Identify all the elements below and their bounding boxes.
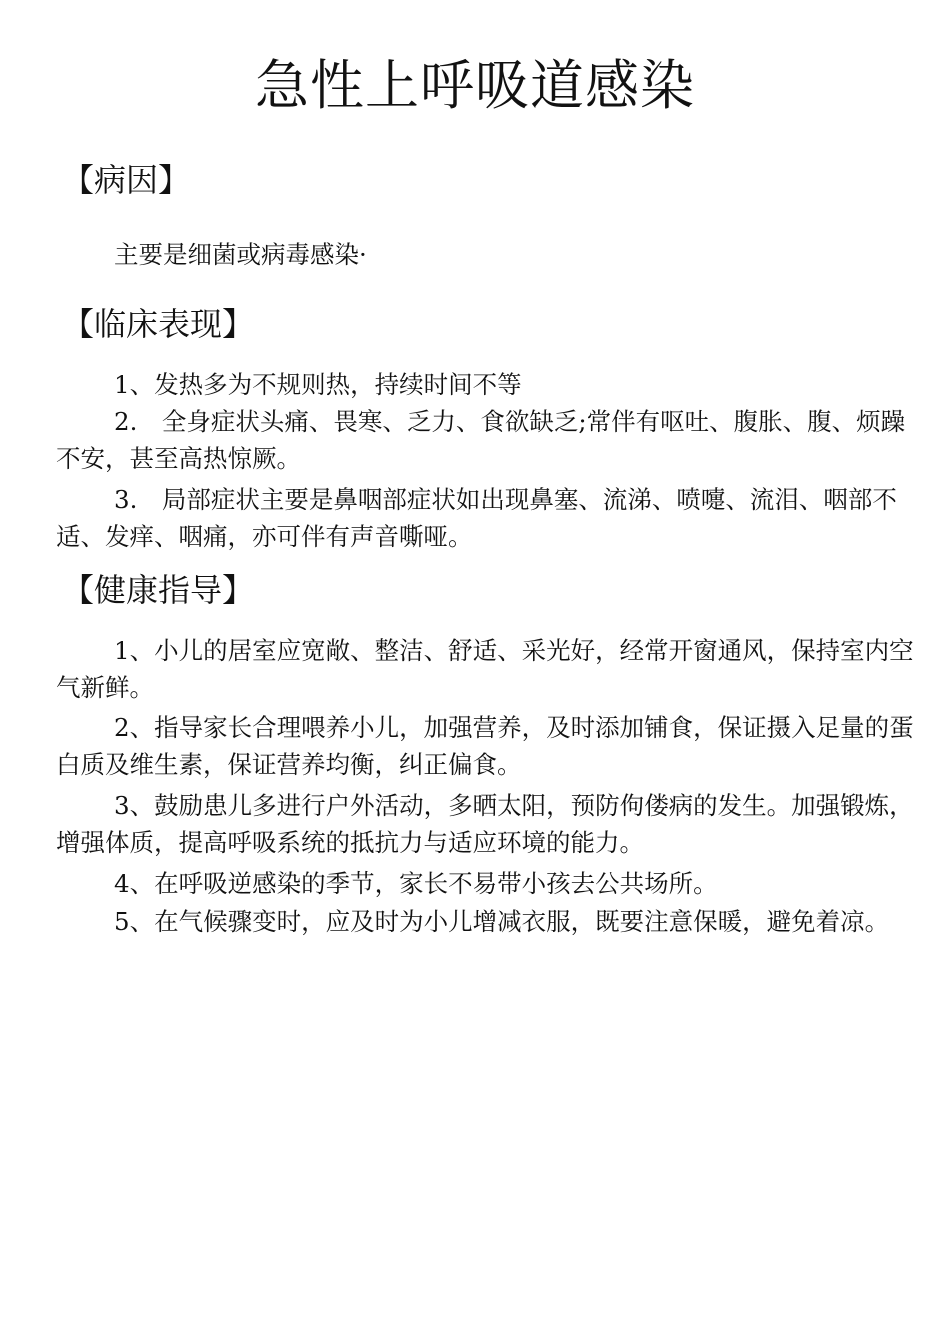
clinical-paragraph-1: 1、发热多为不规则热，持续时间不等 xyxy=(114,370,522,399)
section-heading-clinical: 【临床表现】 xyxy=(62,305,255,343)
clinical-paragraph-2: 2. 全身症状头痛、畏寒、乏力、食欲缺乏;常伴有呕吐、腹胀、腹、烦躁不安，甚至高热惊厥。 xyxy=(56,407,906,473)
guidance-paragraph-3: 3、鼓励患儿多进行户外活动，多晒太阳，预防佝偻病的发生。加强锻炼，增强体质，提高呼吸系统的抵抗力与适应环境的能力。 xyxy=(56,791,914,857)
document-title: 急性上呼吸道感染 xyxy=(255,54,695,117)
guidance-paragraph-1: 1、小儿的居室应宽敞、整洁、舒适、采光好，经常开窗通风，保持室内空气新鲜。 xyxy=(56,636,914,702)
guidance-paragraph-2: 2、指导家长合理喂养小儿，加强营养，及时添加铺食，保证摄入足量的蛋白质及维生素，保证营养均衡，纠正偏食。 xyxy=(56,713,914,779)
section-heading-guidance: 【健康指导】 xyxy=(62,571,255,609)
guidance-paragraph-4: 4、在呼吸逆感染的季节，家长不易带小孩去公共场所。 xyxy=(114,869,718,898)
section-heading-cause: 【病因】 xyxy=(62,161,191,199)
cause-paragraph: 主要是细菌或病毒感染· xyxy=(114,240,367,269)
clinical-paragraph-3: 3. 局部症状主要是鼻咽部症状如出现鼻塞、流涕、喷嚏、流泪、咽部不适、发痒、咽痛，亦可伴有声音嘶哑。 xyxy=(56,485,897,551)
guidance-paragraph-5: 5、在气候骤变时，应及时为小儿增减衣服，既要注意保暖，避免着凉。 xyxy=(114,907,890,936)
